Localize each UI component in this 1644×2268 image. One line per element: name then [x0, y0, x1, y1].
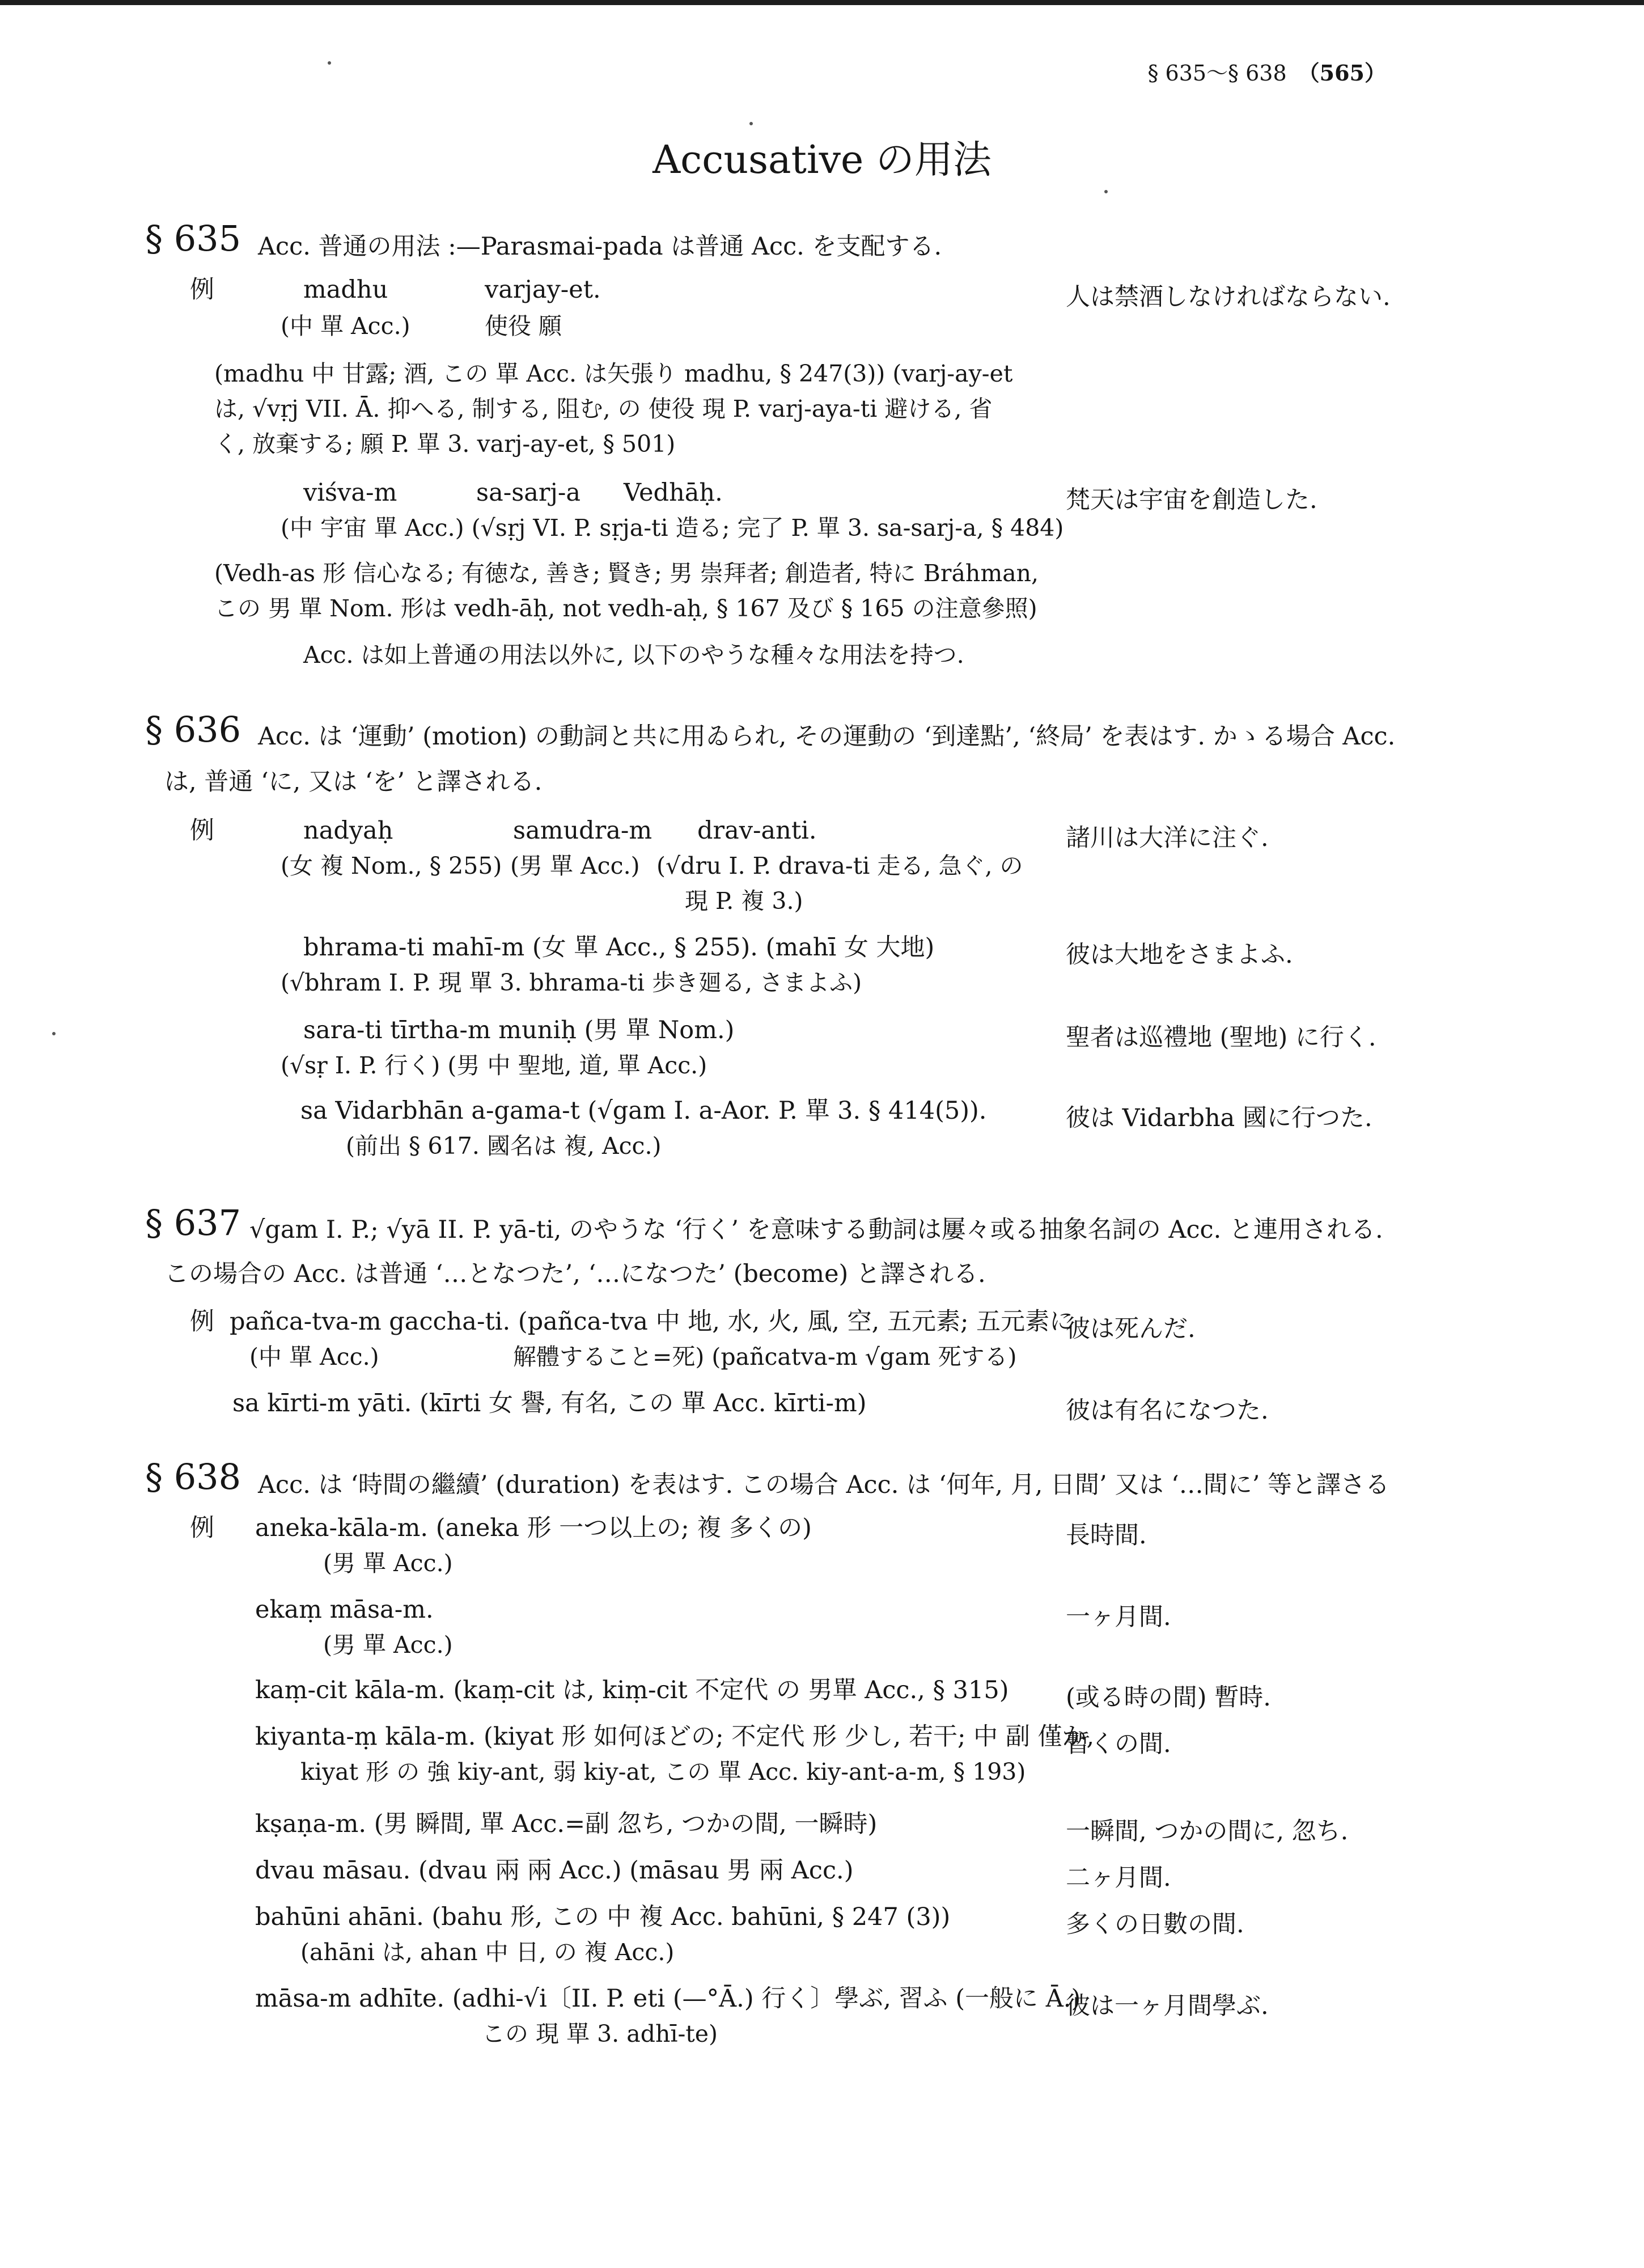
example-line: aneka-kāla-m. (aneka 形 一つ以上の; 複 多くの) [255, 1514, 812, 1542]
translation: 彼は死んだ. [1066, 1315, 1196, 1343]
translation: (或る時の間) 暫時. [1066, 1683, 1271, 1712]
example-line: kaṃ-cit kāla-m. (kaṃ-cit は, kiṃ-cit 不定代 の 男單 Acc., § 315) [255, 1676, 1009, 1704]
gloss: (男 單 Acc.) [323, 1550, 453, 1577]
example-marker: 例 [190, 816, 214, 845]
gloss: (男 單 Acc.) [323, 1631, 453, 1658]
example-line: sara-ti tīrtha-m muniḥ (男 單 Nom.) [303, 1016, 735, 1044]
note-line: この 男 單 Nom. 形は vedh-āḥ, not vedh-aḥ, § 167 及び § 165 の注意參照) [214, 595, 1037, 622]
example-line: dvau māsau. (dvau 兩 兩 Acc.) (māsau 男 兩 Acc.) [255, 1856, 854, 1885]
page-title: Accusative の用法 [652, 138, 992, 183]
gloss: (中 單 Acc.) [249, 1343, 379, 1370]
sanskrit-word: Vedhāḥ. [624, 479, 723, 507]
note-line: は, √vṛj VII. Ā. 抑へる, 制する, 阻む, の 使役 現 P. varj-aya-ti 避ける, 省 [214, 395, 993, 422]
example-line: kṣaṇa-m. (男 瞬間, 單 Acc.=副 忽ち, つかの間, 一瞬時) [255, 1810, 878, 1838]
section-637-heading-line: √gam I. P.; √yā II. P. yā-ti, のやうな ‘行く’ を意味する動詞は屢々或る抽象名詞の Acc. と連用される. [249, 1216, 1383, 1244]
gloss: (ahāni は, ahan 中 日, の 複 Acc.) [300, 1939, 675, 1966]
translation: 彼は Vidarbha 國に行つた. [1066, 1104, 1372, 1132]
gloss: 使役 願 [485, 312, 562, 340]
example-line: bahūni ahāni. (bahu 形, この 中 複 Acc. bahūni, § 247 (3)) [255, 1903, 951, 1931]
scan-speck [328, 61, 331, 65]
example-marker: 例 [190, 276, 214, 304]
sanskrit-word: viśva-m [303, 479, 397, 507]
note-line: (madhu 中 甘露; 酒, この 單 Acc. は矢張り madhu, § 247(3)) (varj-ay-et [214, 360, 1013, 387]
section-638-heading: Acc. は ‘時間の繼續’ (duration) を表はす. この場合 Acc. は ‘何年, 月, 日間’ 又は ‘…間に’ 等と譯さる [258, 1471, 1390, 1499]
translation: 人は禁酒しなければならない. [1066, 283, 1391, 311]
gloss: (前出 § 617. 國名は 複, Acc.) [346, 1132, 662, 1160]
example-line: kiyanta-ṃ kāla-m. (kiyat 形 如何ほどの; 不定代 形 少し, 若干; 中 副 僅か, [255, 1723, 1095, 1751]
example-line: māsa-m adhīte. (adhi-√i〔II. P. eti (—°Ā.) 行く〕學ぶ, 習ふ (一般に Ā.) [255, 1984, 1081, 2013]
translation: 二ヶ月間. [1066, 1864, 1171, 1892]
example-line: bhrama-ti mahī-m (女 單 Acc., § 255). (mahī 女 大地) [303, 933, 935, 962]
gloss: (男 單 Acc.) [510, 852, 640, 879]
sanskrit-word: madhu [303, 276, 388, 304]
example-line: sa kīrti-m yāti. (kīrti 女 譽, 有名, この 單 Acc. kīrti-m) [232, 1389, 867, 1417]
translation: 一瞬間, つかの間に, 忽ち. [1066, 1817, 1349, 1846]
top-border-rule [0, 0, 1644, 5]
translation: 暫くの間. [1066, 1730, 1171, 1758]
header-sections: § 635〜§ 638 [1147, 61, 1287, 86]
note-line: (Vedh-as 形 信心なる; 有徳な, 善き; 賢き; 男 崇拜者; 創造者, 特に Bráhman, [214, 560, 1039, 587]
gloss: (√bhram I. P. 現 單 3. bhrama-ti 歩き廻る, さまよふ) [281, 969, 862, 996]
gloss: (中 單 Acc.) [281, 312, 410, 340]
gloss: 現 P. 複 3.) [685, 887, 803, 915]
section-number-636: § 636 [145, 709, 241, 750]
section-number-638: § 638 [145, 1456, 241, 1497]
example-marker: 例 [190, 1308, 214, 1336]
gloss: (√dru I. P. drava-ti 走る, 急ぐ, の [656, 852, 1023, 879]
running-header [1147, 56, 1386, 87]
example-line: sa Vidarbhān a-gama-t (√gam I. a-Aor. P. 單 3. § 414(5)). [300, 1097, 987, 1125]
translation: 聖者は巡禮地 (聖地) に行く. [1066, 1023, 1376, 1052]
scan-speck [749, 122, 753, 125]
gloss: kiyat 形 の 強 kiy-ant, 弱 kiy-at, この 單 Acc. kiy-ant-a-m, § 193) [300, 1758, 1026, 1785]
sanskrit-word: sa-sarj-a [476, 479, 581, 507]
translation: 梵天は宇宙を創造した. [1066, 486, 1317, 514]
gloss: (中 宇宙 單 Acc.) (√sṛj VI. P. sṛja-ti 造る; 完了 P. 單 3. sa-sarj-a, § 484) [281, 514, 1064, 541]
scan-speck [1104, 190, 1108, 193]
sanskrit-word: nadyaḥ [303, 816, 393, 845]
gloss: (√sṛ I. P. 行く) (男 中 聖地, 道, 單 Acc.) [281, 1052, 707, 1079]
sanskrit-word: samudra-m [513, 816, 652, 845]
example-line: pañca-tva-m gaccha-ti. (pañca-tva 中 地, 水, 火, 風, 空, 五元素; 五元素に [230, 1308, 1074, 1336]
section-635-heading: Acc. 普通の用法 :—Parasmai-pada は普通 Acc. を支配する. [258, 232, 942, 261]
example-marker: 例 [190, 1514, 214, 1542]
translation: 一ヶ月間. [1066, 1603, 1171, 1631]
section-number-637: § 637 [145, 1202, 241, 1243]
translation: 彼は一ヶ月間學ぶ. [1066, 1992, 1269, 2020]
translation: 多くの日數の間. [1066, 1910, 1244, 1939]
translation: 彼は有名になつた. [1066, 1397, 1269, 1425]
sanskrit-word: varjay-et. [485, 276, 601, 304]
example-line: ekaṃ māsa-m. [255, 1596, 434, 1624]
section-636-heading-line: は, 普通 ‘に, 又は ‘を’ と譯される. [164, 768, 543, 796]
note-line: く, 放棄する; 願 P. 單 3. varj-ay-et, § 501) [214, 430, 676, 458]
gloss: 解體すること=死) (pañcatva-m √gam 死する) [513, 1343, 1017, 1370]
translation: 諸川は大洋に注ぐ. [1066, 824, 1269, 852]
scan-speck [52, 1032, 56, 1035]
closing-line: Acc. は如上普通の用法以外に, 以下のやうな種々な用法を持つ. [303, 641, 964, 668]
gloss: (女 複 Nom., § 255) [281, 852, 502, 879]
gloss: この 現 單 3. adhī-te) [482, 2020, 718, 2047]
section-637-heading-line: この場合の Acc. は普通 ‘…となつた’, ‘…になつた’ (become) と譯される. [164, 1260, 986, 1288]
translation: 彼は大地をさまよふ. [1066, 941, 1293, 969]
sanskrit-word: drav-anti. [697, 816, 817, 845]
page-number: （565） [1298, 60, 1386, 86]
translation: 長時間. [1066, 1521, 1147, 1550]
section-636-heading-line: Acc. は ‘運動’ (motion) の動詞と共に用ゐられ, その運動の ‘到達點’, ‘終局’ を表はす. かゝる場合 Acc. [258, 722, 1396, 751]
section-number-635: § 635 [145, 218, 241, 259]
